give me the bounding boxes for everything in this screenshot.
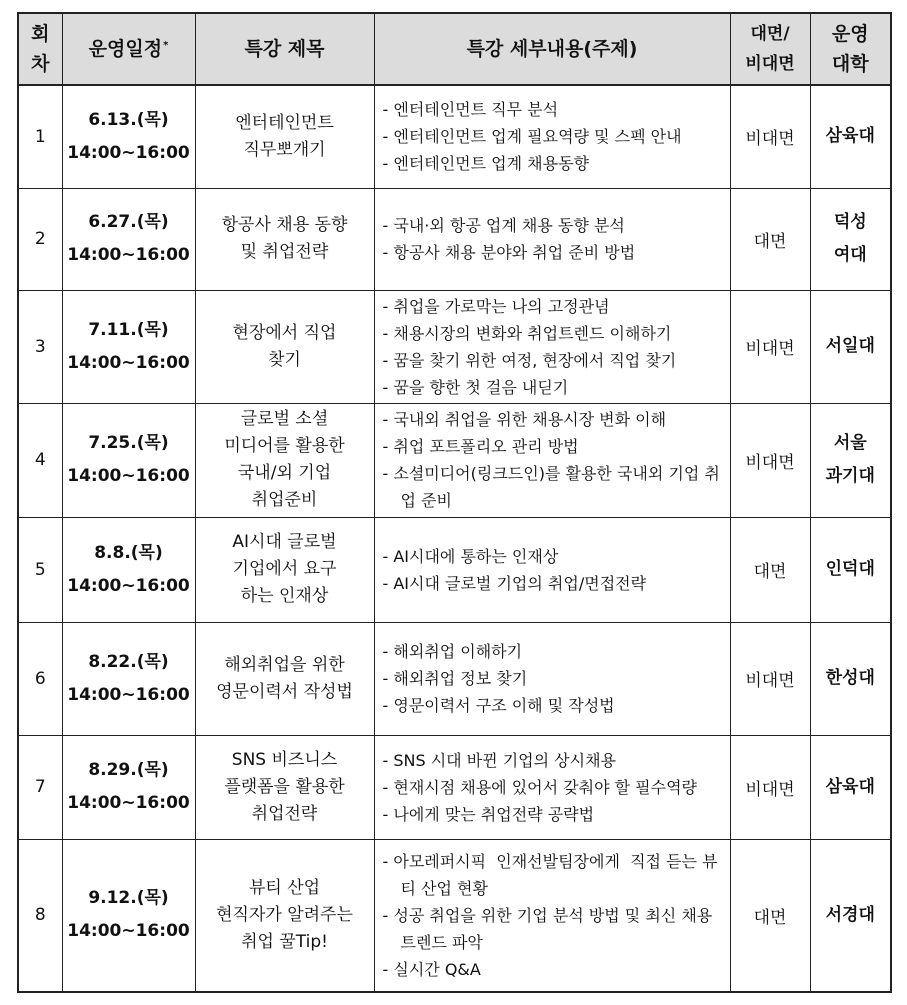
table-row	[18, 622, 891, 735]
mode-cell: 비대면	[730, 735, 810, 839]
mode-cell: 비대면	[730, 403, 810, 517]
university-cell: 인덕대	[810, 517, 891, 622]
list-item: - 꿈을 향한 첫 걸음 내딛기	[383, 374, 722, 401]
list-item: - 실시간 Q&A	[383, 956, 722, 983]
list-item: - 항공사 채용 분야와 취업 준비 방법	[383, 239, 722, 266]
lecture-detail-cell	[374, 85, 730, 188]
table-row	[18, 85, 891, 188]
university-cell: 삼육대	[810, 735, 891, 839]
detail-list	[383, 293, 722, 401]
lecture-detail-cell	[374, 622, 730, 735]
lecture-detail-cell	[374, 517, 730, 622]
list-item: - SNS 시대 바뀐 기업의 상시채용	[383, 747, 722, 774]
header-round: 회 차	[18, 13, 62, 85]
list-item: - 영문이력서 구조 이해 및 작성법	[383, 692, 722, 719]
header-row	[18, 13, 891, 85]
university-cell: 삼육대	[810, 85, 891, 188]
date-cell: 8.22.(목) 14:00~16:00	[62, 622, 195, 735]
date-cell: 6.13.(목) 14:00~16:00	[62, 85, 195, 188]
list-item: - 해외취업 정보 찾기	[383, 665, 722, 692]
round-cell: 8	[18, 839, 62, 992]
lecture-title-cell: 항공사 채용 동향 및 취업전략	[195, 188, 374, 290]
table-row	[18, 403, 891, 517]
list-item: - 엔터테인먼트 업계 채용동향	[383, 150, 722, 177]
list-item: - 국내외 취업을 위한 채용시장 변화 이해	[383, 406, 722, 433]
list-item: - 해외취업 이해하기	[383, 638, 722, 665]
lecture-title-cell: SNS 비즈니스 플랫폼을 활용한 취업전략	[195, 735, 374, 839]
lecture-schedule-table	[17, 12, 892, 993]
round-cell: 7	[18, 735, 62, 839]
list-item: - 취업 포트폴리오 관리 방법	[383, 433, 722, 460]
header-mode: 대면/ 비대면	[730, 13, 810, 85]
mode-cell: 대면	[730, 839, 810, 992]
lecture-title-cell: 뷰티 산업 현직자가 알려주는 취업 꿀Tip!	[195, 839, 374, 992]
date-cell: 8.8.(목) 14:00~16:00	[62, 517, 195, 622]
lecture-detail-cell	[374, 403, 730, 517]
list-item: - 소셜미디어(링크드인)를 활용한 국내외 기업 취업 준비	[383, 460, 722, 514]
list-item: - 성공 취업을 위한 기업 분석 방법 및 최신 채용 트렌드 파악	[383, 902, 722, 956]
university-cell: 한성대	[810, 622, 891, 735]
round-cell: 2	[18, 188, 62, 290]
university-cell: 서울 과기대	[810, 403, 891, 517]
detail-list	[383, 212, 722, 266]
lecture-title-cell: 해외취업을 위한 영문이력서 작성법	[195, 622, 374, 735]
header-detail: 특강 세부내용(주제)	[374, 13, 730, 85]
university-cell: 덕성 여대	[810, 188, 891, 290]
lecture-title-cell: AI시대 글로벌 기업에서 요구 하는 인재상	[195, 517, 374, 622]
date-cell: 6.27.(목) 14:00~16:00	[62, 188, 195, 290]
detail-list	[383, 747, 722, 828]
table-row	[18, 839, 891, 992]
mode-cell: 비대면	[730, 290, 810, 403]
header-university: 운영 대학	[810, 13, 891, 85]
round-cell: 5	[18, 517, 62, 622]
detail-list	[383, 848, 722, 983]
list-item: - 현재시점 채용에 있어서 갖춰야 할 필수역량	[383, 774, 722, 801]
mode-cell: 비대면	[730, 622, 810, 735]
table-row	[18, 188, 891, 290]
lecture-detail-cell	[374, 839, 730, 992]
lecture-title-cell: 엔터테인먼트 직무뽀개기	[195, 85, 374, 188]
detail-list	[383, 96, 722, 177]
list-item: - 꿈을 찾기 위한 여정, 현장에서 직업 찾기	[383, 347, 722, 374]
lecture-title-cell: 글로벌 소셜 미디어를 활용한 국내/외 기업 취업준비	[195, 403, 374, 517]
list-item: - AI시대에 통하는 인재상	[383, 543, 722, 570]
list-item: - 국내·외 항공 업계 채용 동향 분석	[383, 212, 722, 239]
date-cell: 9.12.(목) 14:00~16:00	[62, 839, 195, 992]
round-cell: 4	[18, 403, 62, 517]
table-row	[18, 290, 891, 403]
list-item: - 취업을 가로막는 나의 고정관념	[383, 293, 722, 320]
list-item: - 엔터테인먼트 업계 필요역량 및 스펙 안내	[383, 123, 722, 150]
list-item: - 아모레퍼시픽 인재선발팀장에게 직접 듣는 뷰티 산업 현황	[383, 848, 722, 902]
list-item: - 나에게 맞는 취업전략 공략법	[383, 801, 722, 828]
list-item: - 채용시장의 변화와 취업트렌드 이해하기	[383, 320, 722, 347]
detail-list	[383, 406, 722, 514]
lecture-title-cell: 현장에서 직업 찾기	[195, 290, 374, 403]
detail-list	[383, 543, 722, 597]
date-cell: 8.29.(목) 14:00~16:00	[62, 735, 195, 839]
round-cell: 6	[18, 622, 62, 735]
header-title: 특강 제목	[195, 13, 374, 85]
lecture-detail-cell	[374, 735, 730, 839]
date-cell: 7.11.(목) 14:00~16:00	[62, 290, 195, 403]
table-row	[18, 735, 891, 839]
table-row	[18, 517, 891, 622]
round-cell: 1	[18, 85, 62, 188]
mode-cell: 비대면	[730, 85, 810, 188]
list-item: - 엔터테인먼트 직무 분석	[383, 96, 722, 123]
university-cell: 서일대	[810, 290, 891, 403]
detail-list	[383, 638, 722, 719]
university-cell: 서경대	[810, 839, 891, 992]
date-cell: 7.25.(목) 14:00~16:00	[62, 403, 195, 517]
round-cell: 3	[18, 290, 62, 403]
list-item: - AI시대 글로벌 기업의 취업/면접전략	[383, 570, 722, 597]
footnote-mark: *	[163, 40, 169, 51]
mode-cell: 대면	[730, 188, 810, 290]
lecture-detail-cell	[374, 188, 730, 290]
mode-cell: 대면	[730, 517, 810, 622]
lecture-detail-cell	[374, 290, 730, 403]
header-date: 운영일정*	[62, 13, 195, 85]
